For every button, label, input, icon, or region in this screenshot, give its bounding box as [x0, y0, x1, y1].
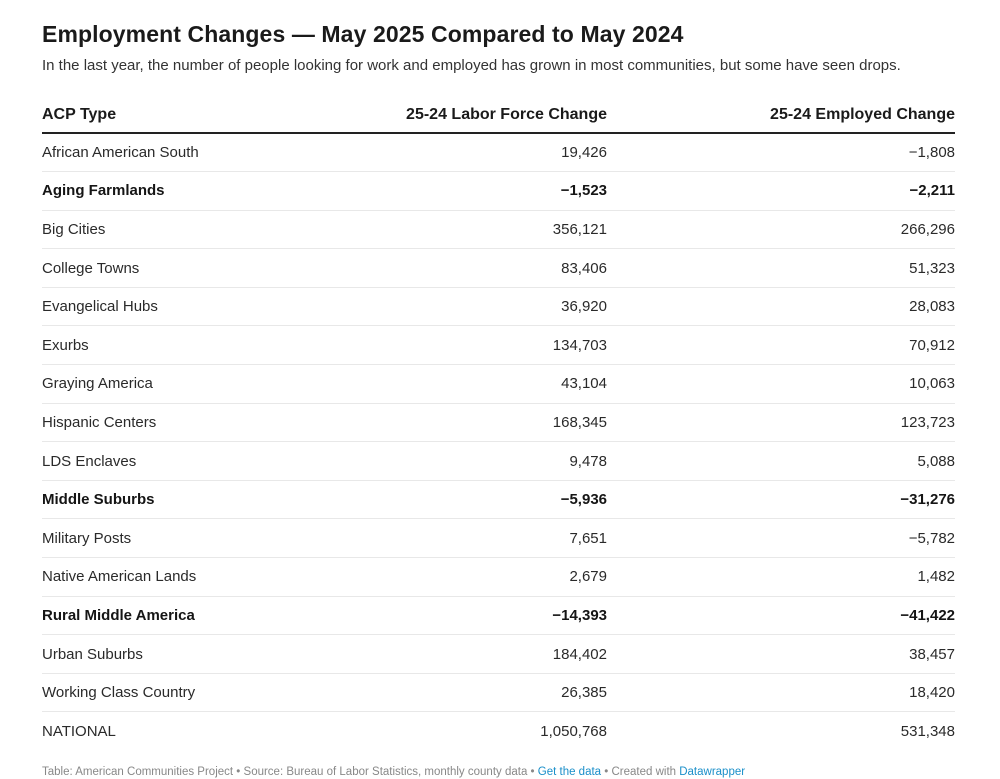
employed-change-value: −1,808 [607, 133, 955, 172]
column-header-acp-type[interactable]: ACP Type [42, 97, 402, 133]
labor-force-change-value: 184,402 [402, 635, 607, 674]
employed-change-value: −41,422 [607, 596, 955, 635]
table-row [42, 287, 955, 326]
data-table [42, 97, 955, 751]
labor-force-change-value: 26,385 [402, 673, 607, 712]
employed-change-value: 5,088 [607, 442, 955, 481]
employed-change-value: 10,063 [607, 365, 955, 404]
labor-force-change-value: 134,703 [402, 326, 607, 365]
table-row [42, 712, 955, 751]
table-row [42, 519, 955, 558]
row-label: Rural Middle America [42, 596, 402, 635]
table-row [42, 558, 955, 597]
table-body [42, 133, 955, 751]
labor-force-change-value: 9,478 [402, 442, 607, 481]
column-header-employed-change[interactable]: 25-24 Employed Change [607, 97, 955, 133]
labor-force-change-value: −1,523 [402, 172, 607, 211]
footer-source-text: Table: American Communities Project • Source: Bureau of Labor Statistics, monthly county data • [42, 766, 538, 778]
labor-force-change-value: 36,920 [402, 287, 607, 326]
employed-change-value: −31,276 [607, 480, 955, 519]
row-label: Working Class Country [42, 673, 402, 712]
row-label: Hispanic Centers [42, 403, 402, 442]
table-row [42, 442, 955, 481]
table-row [42, 326, 955, 365]
employed-change-value: −2,211 [607, 172, 955, 211]
employed-change-value: 18,420 [607, 673, 955, 712]
row-label: Middle Suburbs [42, 480, 402, 519]
labor-force-change-value: 168,345 [402, 403, 607, 442]
table-row [42, 673, 955, 712]
labor-force-change-value: 43,104 [402, 365, 607, 404]
row-label: Graying America [42, 365, 402, 404]
table-row [42, 249, 955, 288]
employed-change-value: 1,482 [607, 558, 955, 597]
table-row [42, 480, 955, 519]
row-label: Urban Suburbs [42, 635, 402, 674]
labor-force-change-value: −14,393 [402, 596, 607, 635]
column-header-labor-force-change[interactable]: 25-24 Labor Force Change [402, 97, 607, 133]
chart-container [42, 18, 955, 751]
row-label: Evangelical Hubs [42, 287, 402, 326]
footer-separator: • Created with [601, 766, 680, 778]
row-label: Exurbs [42, 326, 402, 365]
labor-force-change-value: 2,679 [402, 558, 607, 597]
chart-footer [42, 766, 745, 778]
labor-force-change-value: 19,426 [402, 133, 607, 172]
employed-change-value: 38,457 [607, 635, 955, 674]
row-label: NATIONAL [42, 722, 116, 740]
employed-change-value: 123,723 [607, 403, 955, 442]
labor-force-change-value: 1,050,768 [540, 722, 607, 740]
row-label: Military Posts [42, 519, 402, 558]
row-label: LDS Enclaves [42, 442, 402, 481]
labor-force-change-value: 356,121 [402, 210, 607, 249]
row-label: African American South [42, 133, 402, 172]
table-row [42, 172, 955, 211]
labor-force-change-value: 83,406 [402, 249, 607, 288]
employed-change-value: 70,912 [607, 326, 955, 365]
table-row [42, 635, 955, 674]
chart-title: Employment Changes — May 2025 Compared to May 2024 [42, 21, 684, 47]
employed-change-value: 266,296 [607, 210, 955, 249]
table-row [42, 596, 955, 635]
row-label: College Towns [42, 249, 402, 288]
row-label: Big Cities [42, 210, 402, 249]
table-row [42, 365, 955, 404]
employed-change-value: −5,782 [607, 519, 955, 558]
table-row [42, 133, 955, 172]
row-label: Native American Lands [42, 558, 402, 597]
chart-subtitle: In the last year, the number of people looking for work and employed has grown in most communities, but some have seen drops. [42, 57, 901, 74]
employed-change-value: 531,348 [900, 722, 955, 740]
table-row [42, 210, 955, 249]
labor-force-change-value: 7,651 [402, 519, 607, 558]
labor-force-change-value: −5,936 [402, 480, 607, 519]
employed-change-value: 28,083 [607, 287, 955, 326]
table-header-row [42, 97, 955, 133]
datawrapper-link[interactable]: Datawrapper [679, 766, 746, 778]
row-label: Aging Farmlands [42, 172, 402, 211]
table-row [42, 403, 955, 442]
get-the-data-link[interactable]: Get the data [537, 766, 602, 778]
employed-change-value: 51,323 [607, 249, 955, 288]
